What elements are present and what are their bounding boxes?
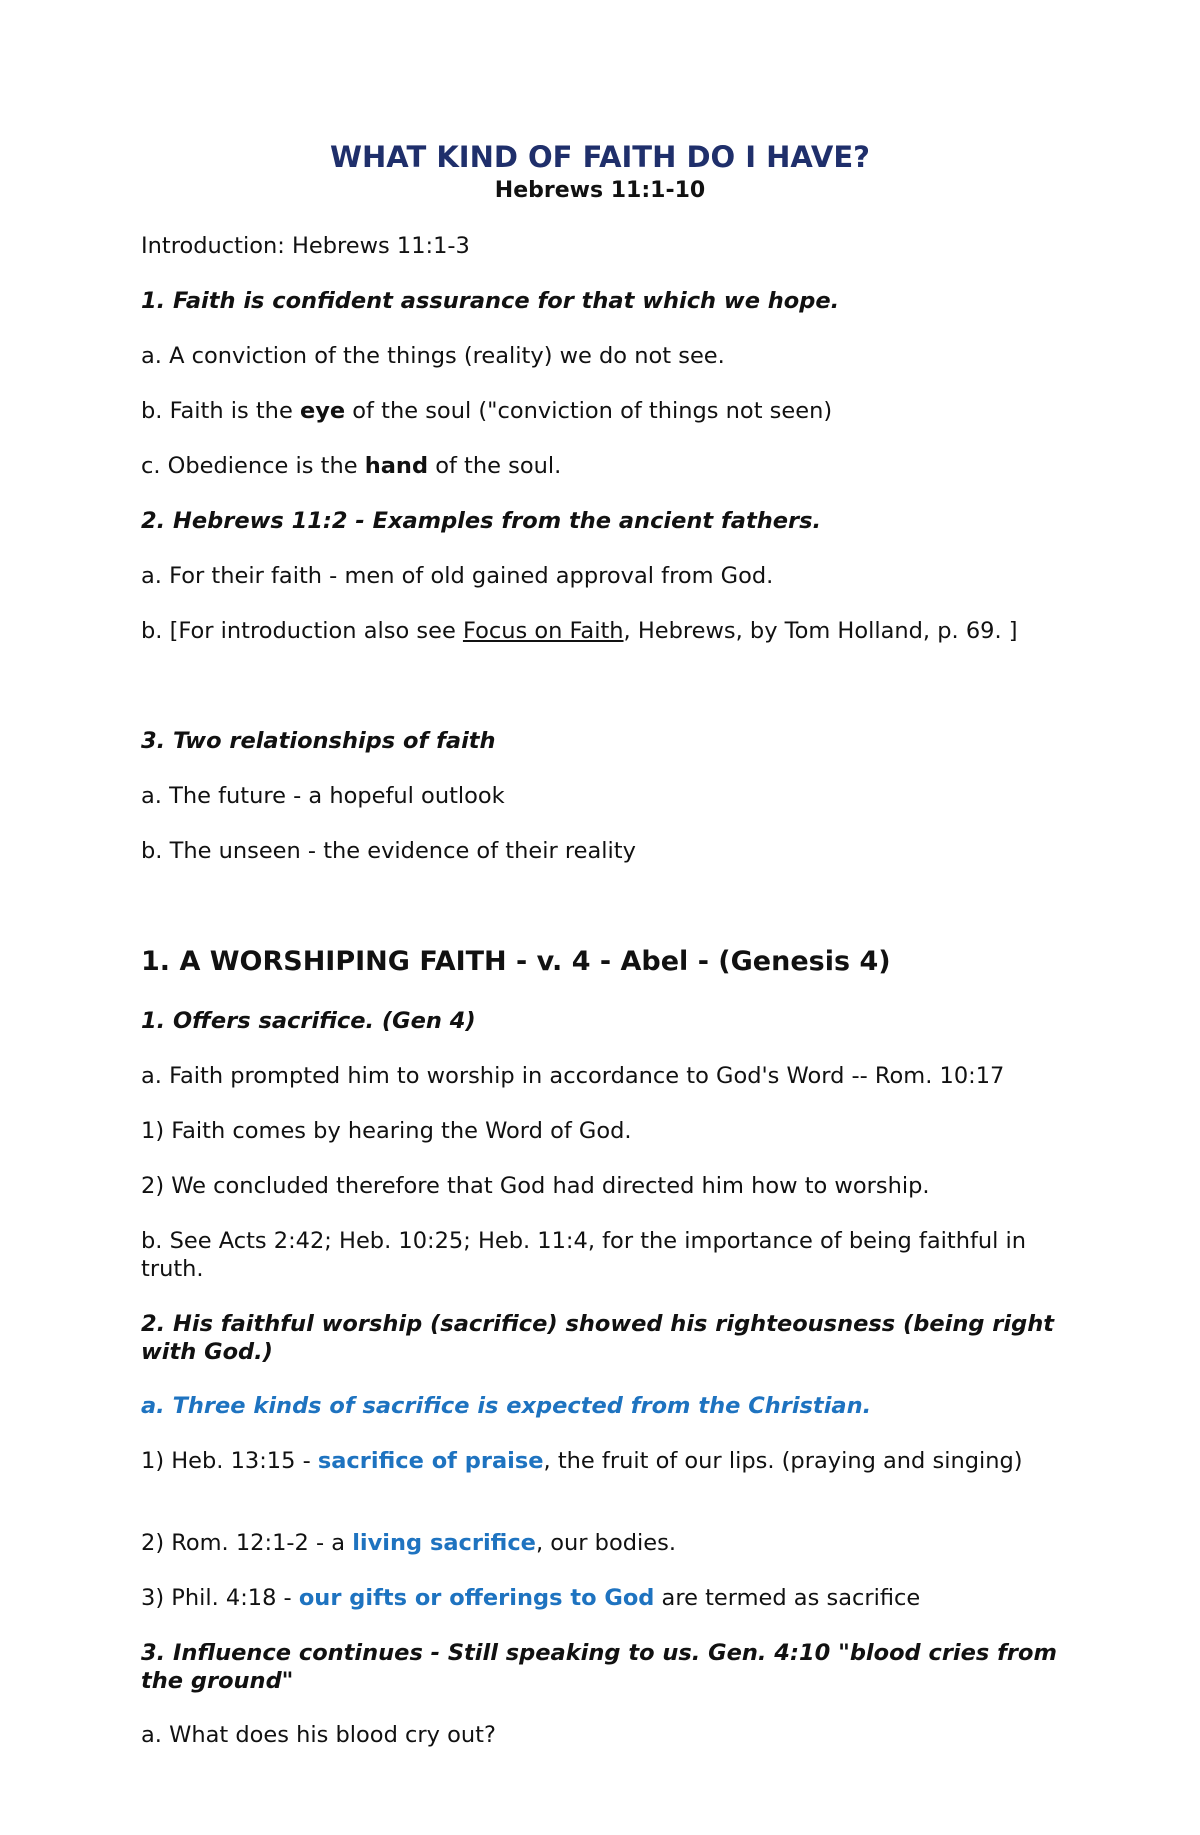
book-title-link[interactable]: Focus on Faith (462, 618, 624, 644)
point2-b (141, 617, 1061, 645)
s1-a: a. Faith prompted him to worship in accordance to God's Word -- Rom. 10:17 (141, 1063, 1005, 1089)
text-run: , our bodies. (535, 1530, 676, 1556)
text-run: of the soul. (428, 453, 562, 479)
point1-a: a. A conviction of the things (reality) we do not see. (141, 343, 725, 369)
highlight-text: living sacrifice (352, 1530, 536, 1556)
s2-n3 (141, 1584, 1061, 1612)
s3-heading: 3. Influence continues - Still speaking to us. Gen. 4:10 "blood cries from the ground" (141, 1640, 1057, 1694)
text-run: 3) Phil. 4:18 - (141, 1585, 299, 1611)
s1-b: b. See Acts 2:42; Heb. 10:25; Heb. 11:4, for the importance of being faithful in truth. (141, 1228, 1027, 1282)
point1-heading: 1. Faith is confident assurance for that which we hope. (141, 288, 840, 314)
text-run: c. Obedience is the (141, 453, 365, 479)
highlight-text: sacrifice of praise (317, 1448, 544, 1474)
s2-n1 (141, 1447, 1061, 1475)
text-run: , Hebrews, by Tom Holland, p. 69. ] (623, 618, 1018, 644)
text-run: , the fruit of our lips. (praying and singing) (543, 1448, 1023, 1474)
s3-a: a. What does his blood cry out? (141, 1722, 496, 1748)
bold-word: hand (364, 453, 429, 479)
highlight-text: our gifts or offerings to God (298, 1585, 655, 1611)
point3-a: a. The future - a hopeful outlook (141, 783, 505, 809)
point2-heading: 2. Hebrews 11:2 - Examples from the ancient fathers. (141, 508, 822, 534)
s2-n2 (141, 1529, 1061, 1557)
document-title: WHAT KIND OF FAITH DO I HAVE? (330, 140, 870, 174)
text-run: b. [For introduction also see (141, 618, 463, 644)
s1-heading: 1. Offers sacrifice. (Gen 4) (141, 1008, 476, 1034)
text-run: b. Faith is the (141, 398, 300, 424)
text-run: are termed as sacrifice (654, 1585, 921, 1611)
section1-heading: 1. A WORSHIPING FAITH - v. 4 - Abel - (Genesis 4) (141, 946, 891, 977)
s1-n1: 1) Faith comes by hearing the Word of God. (141, 1118, 632, 1144)
text-run: 2) Rom. 12:1-2 - a (141, 1530, 353, 1556)
s2-heading: 2. His faithful worship (sacrifice) showed his righteousness (being right with God.) (141, 1311, 1054, 1365)
text-run: of the soul ("conviction of things not seen) (345, 398, 833, 424)
document-subtitle: Hebrews 11:1-10 (494, 178, 706, 203)
point2-a: a. For their faith - men of old gained approval from God. (141, 563, 774, 589)
point3-b: b. The unseen - the evidence of their reality (141, 838, 636, 864)
point1-b (141, 397, 1061, 425)
s1-n2: 2) We concluded therefore that God had directed him how to worship. (141, 1173, 930, 1199)
text-run: 1) Heb. 13:15 - (141, 1448, 318, 1474)
s2-a: a. Three kinds of sacrifice is expected from the Christian. (141, 1393, 872, 1419)
point3-heading: 3. Two relationships of faith (141, 728, 496, 754)
bold-word: eye (299, 398, 346, 424)
point1-c (141, 452, 1061, 480)
intro-line: Introduction: Hebrews 11:1-3 (141, 233, 470, 259)
